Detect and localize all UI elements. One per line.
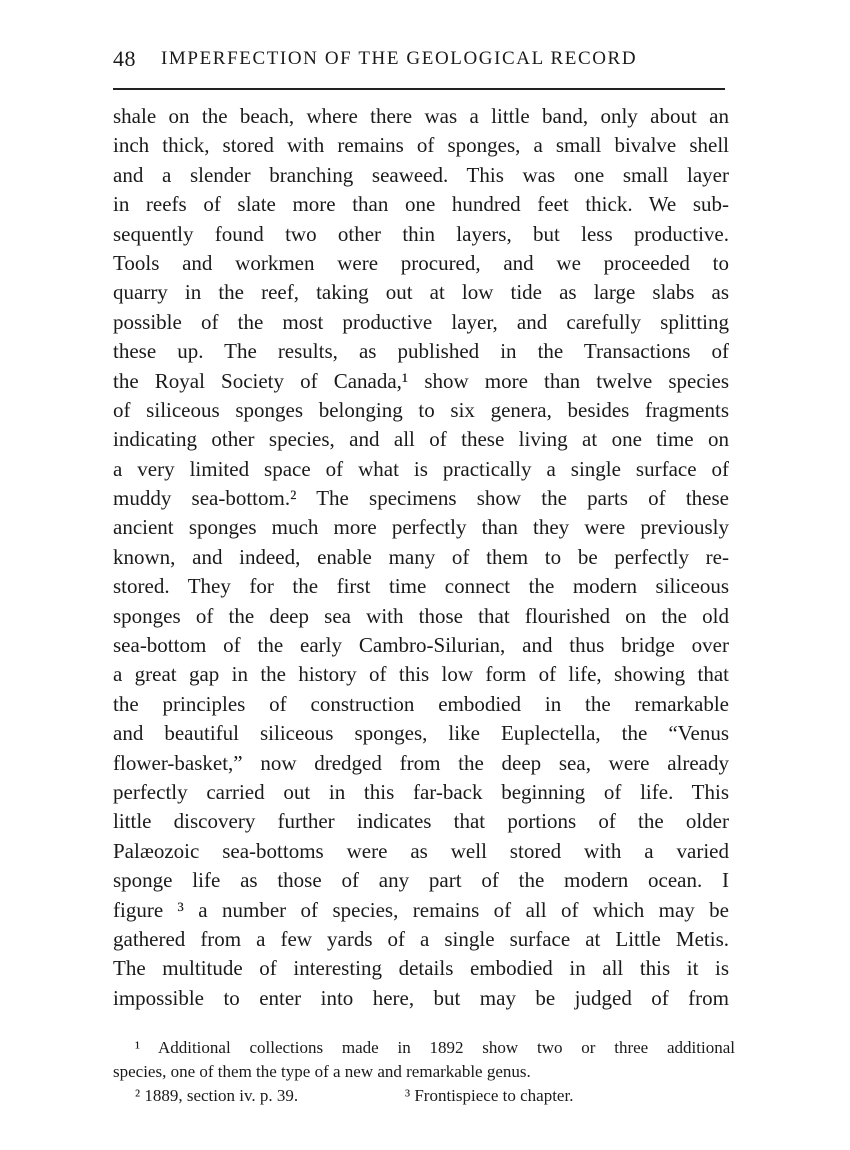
body-line: Palæozoic sea-bottoms were as well stored with a varied <box>113 838 729 863</box>
body-line: stored. They for the first time connect the modern siliceous <box>113 574 729 599</box>
body-line: the Royal Society of Canada,¹ show more than twelve species <box>113 368 729 393</box>
header-divider <box>113 88 725 90</box>
body-line: shale on the beach, where there was a little band, only about an <box>113 104 729 128</box>
body-line: The multitude of interesting details embodied in all this it is <box>113 956 729 981</box>
body-line: a very limited space of what is practically a single surface of <box>113 456 729 481</box>
body-line: inch thick, stored with remains of sponges, a small bivalve shell <box>113 133 729 158</box>
body-line: the principles of construction embodied in the remarkable <box>113 691 729 716</box>
body-line: figure ³ a number of species, remains of all of which may be <box>113 897 729 922</box>
body-line: and beautiful siliceous sponges, like Euplectella, the “Venus <box>113 721 729 746</box>
footnote-1-line-2: species, one of them the type of a new and remarkable genus. <box>113 1062 531 1081</box>
body-line: indicating other species, and all of these living at one time on <box>113 427 729 452</box>
footnote-row <box>113 1084 735 1108</box>
footnote-2: ² 1889, section iv. p. 39. <box>135 1086 299 1105</box>
running-title: IMPERFECTION OF THE GEOLOGICAL RECORD <box>161 48 638 69</box>
body-line: possible of the most productive layer, and carefully splitting <box>113 309 729 334</box>
body-line: sequently found two other thin layers, but less productive. <box>113 221 729 246</box>
body-line: sponge life as those of any part of the modern ocean. I <box>113 868 729 893</box>
body-line: perfectly carried out in this far-back beginning of life. This <box>113 779 729 804</box>
footnotes <box>113 1036 735 1108</box>
footnote-3: ³ Frontispiece to chapter. <box>405 1086 574 1105</box>
body-line: a great gap in the history of this low form of life, showing that <box>113 662 729 687</box>
body-line: these up. The results, as published in the Transactions of <box>113 339 729 364</box>
body-text <box>113 102 729 1013</box>
body-line: flower-basket,” now dredged from the deep sea, were already <box>113 750 729 775</box>
body-line: in reefs of slate more than one hundred feet thick. We sub- <box>113 192 729 217</box>
body-line: impossible to enter into here, but may be judged of from <box>113 985 729 1010</box>
body-line: gathered from a few yards of a single surface at Little Metis. <box>113 926 729 951</box>
body-line: Tools and workmen were procured, and we proceeded to <box>113 250 729 275</box>
body-line: little discovery further indicates that portions of the older <box>113 809 729 834</box>
page-header <box>113 44 725 78</box>
body-line: and a slender branching seaweed. This was one small layer <box>113 162 729 187</box>
page-number: 48 <box>113 46 136 71</box>
body-line: of siliceous sponges belonging to six genera, besides fragments <box>113 397 729 422</box>
footnote-1-line-1: ¹ Additional collections made in 1892 show two or three additional <box>135 1038 735 1057</box>
body-line: muddy sea-bottom.² The specimens show the parts of these <box>113 486 729 511</box>
body-line: ancient sponges much more perfectly than they were previously <box>113 515 729 540</box>
body-line: known, and indeed, enable many of them to be perfectly re- <box>113 544 729 569</box>
body-line: sea-bottom of the early Cambro-Silurian, and thus bridge over <box>113 633 729 658</box>
body-line: sponges of the deep sea with those that flourished on the old <box>113 603 729 628</box>
body-line: quarry in the reef, taking out at low tide as large slabs as <box>113 280 729 305</box>
